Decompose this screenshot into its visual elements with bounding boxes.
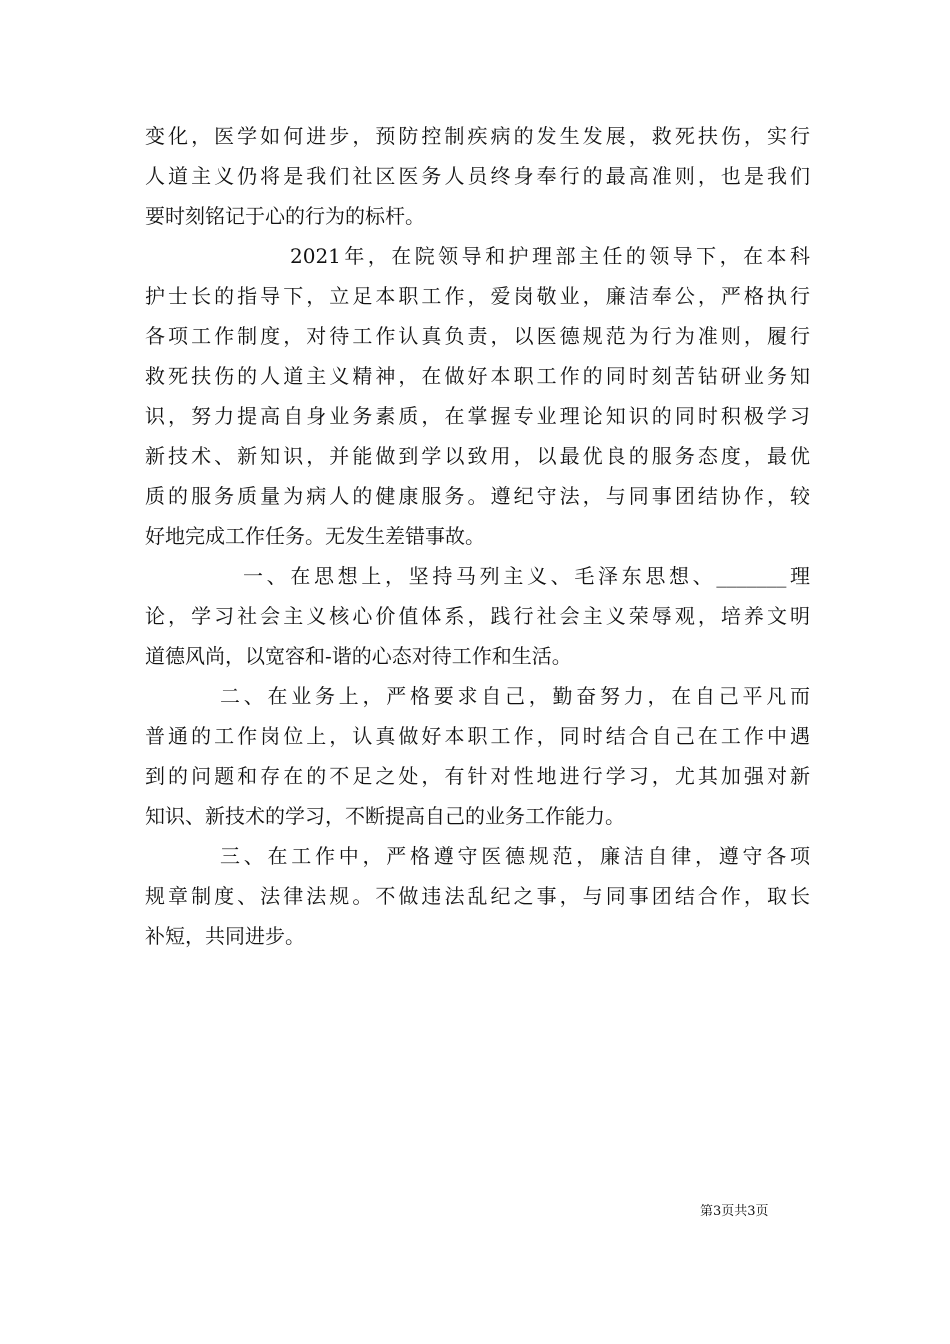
text-line: 护士长的指导下，立足本职工作，爱岗敬业，廉洁奉公，严格执行 [145, 284, 810, 308]
text-line: 二、在业务上，严格要求自己，勤奋努力，在自己平凡而 [220, 684, 810, 708]
paragraph-5 [145, 836, 810, 956]
text-line: 一、在思想上，坚持马列主义、毛泽东思想、_______理 [243, 564, 810, 588]
text-line: 救死扶伤的人道主义精神，在做好本职工作的同时刻苦钻研业务知 [145, 364, 810, 388]
text-line: 识，努力提高自身业务素质，在掌握专业理论知识的同时积极学习 [145, 404, 810, 428]
text-line: 论，学习社会主义核心价值体系，践行社会主义荣辱观，培养文明 [145, 604, 810, 628]
document-body [145, 116, 810, 956]
paragraph-4 [145, 676, 810, 836]
text-line: 补短，共同进步。 [145, 924, 305, 948]
text-line: 到的问题和存在的不足之处，有针对性地进行学习，尤其加强对新 [145, 764, 810, 788]
text-line: 规章制度、法律法规。不做违法乱纪之事，与同事团结合作，取长 [145, 884, 810, 908]
text-line: 好地完成工作任务。无发生差错事故。 [145, 524, 485, 548]
text-line: 新技术、新知识，并能做到学以致用，以最优良的服务态度，最优 [145, 444, 810, 468]
text-line: 质的服务质量为病人的健康服务。遵纪守法，与同事团结协作，较 [145, 484, 810, 508]
text-line: 人道主义仍将是我们社区医务人员终身奉行的最高准则，也是我们 [145, 164, 810, 188]
paragraph-3 [145, 556, 810, 676]
text-line: 要时刻铭记于心的行为的标杆。 [145, 204, 425, 228]
text-line: 知识、新技术的学习，不断提高自己的业务工作能力。 [145, 804, 625, 828]
text-line: 各项工作制度，对待工作认真负责，以医德规范为行为准则，履行 [145, 324, 810, 348]
text-line: 变化，医学如何进步，预防控制疾病的发生发展，救死扶伤，实行 [145, 124, 810, 148]
page-number: 第3页共3页 [700, 1204, 769, 1219]
text-line: 道德风尚，以宽容和-谐的心态对待工作和生活。 [145, 644, 572, 668]
text-line: 2021年，在院领导和护理部主任的领导下，在本科 [290, 244, 810, 268]
paragraph-1 [145, 116, 810, 236]
text-line: 三、在工作中，严格遵守医德规范，廉洁自律，遵守各项 [220, 844, 810, 868]
text-line: 普通的工作岗位上，认真做好本职工作，同时结合自己在工作中遇 [145, 724, 810, 748]
paragraph-2 [145, 236, 810, 556]
